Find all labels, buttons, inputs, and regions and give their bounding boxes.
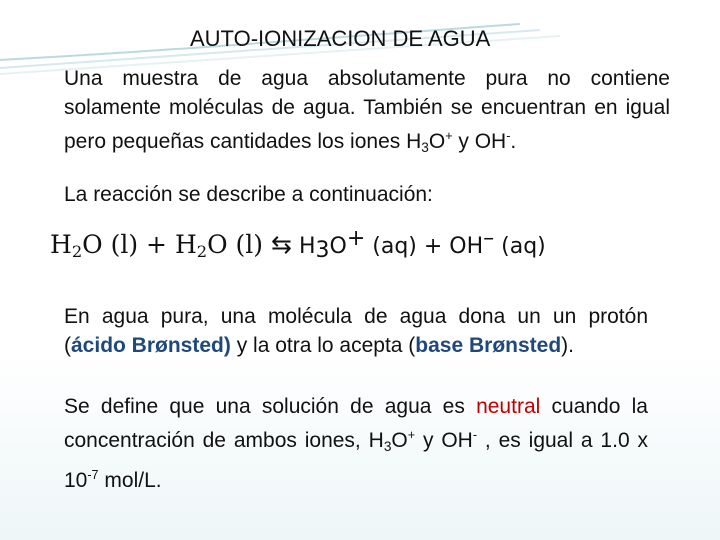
bullet-sample-water (20, 64, 670, 162)
bullet-reaction (20, 180, 670, 209)
bullet-neutral (20, 392, 648, 495)
equilibrium-arrow-icon: ⇆ (271, 231, 292, 259)
bullet-text: Se define que una solución de agua es neutral cuando la concentración de ambos iones, $H_3O^+$ y OH- , es igual a 1.0 x $10^{-7}$ mol/L. (64, 395, 648, 492)
bullet-bronsted (20, 302, 648, 360)
bullet-text: En agua pura, una molécula de agua dona un un protón (ácido Brønsted) y la otra lo acepta (base Brønsted). (64, 305, 648, 357)
bullet-text: Una muestra de agua absolutamente pura no contiene solamente moléculas de agua. También se encuentran en igual pero pequeñas cantidades los iones $H_3O^+$ y OH-. (64, 67, 670, 155)
bullet-text: La reacción se describe a continuación: (64, 183, 433, 206)
equation: $H_2O$ $(l) + H_2O$ (l) ⇆ $H_3O^+$ (aq) + OH– (aq) (50, 226, 546, 263)
slide-title: AUTO-IONIZACION DE AGUA (190, 26, 491, 51)
